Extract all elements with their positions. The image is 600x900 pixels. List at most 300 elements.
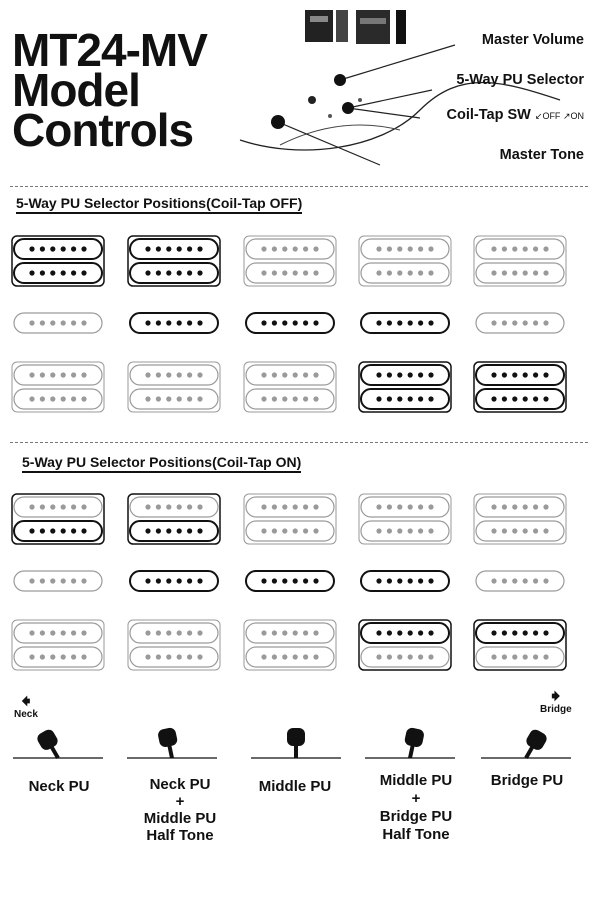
pole-piece xyxy=(272,654,277,659)
pole-piece xyxy=(376,270,381,275)
switch-tip xyxy=(157,727,178,748)
middle-single-coil-pos1 xyxy=(14,313,102,333)
pole-piece xyxy=(50,654,55,659)
pole-piece xyxy=(408,504,413,509)
arrow-right-icon: 🠺 xyxy=(551,686,561,706)
bridge-humbucker-pos1-coil-bottom-outline xyxy=(14,647,102,667)
neck-humbucker-pos2-coil-bottom xyxy=(130,521,218,541)
pole-piece xyxy=(156,528,161,533)
neck-humbucker-pos1 xyxy=(12,494,104,544)
neck-humbucker-pos4-coil-top xyxy=(361,239,449,259)
bridge-humbucker-pos5-coil-top xyxy=(476,365,564,385)
direction-neck-label: Neck xyxy=(14,709,38,720)
neck-humbucker-pos5-coil-top xyxy=(476,239,564,259)
pole-piece xyxy=(512,246,517,251)
pole-piece xyxy=(303,270,308,275)
middle-single-coil-pos2-outline xyxy=(130,571,218,591)
pole-piece xyxy=(166,654,171,659)
pole-piece xyxy=(187,504,192,509)
pole-piece xyxy=(512,578,517,583)
pole-piece xyxy=(61,578,66,583)
pole-piece xyxy=(387,320,392,325)
middle-single-coil-pos2 xyxy=(130,571,218,591)
neck-humbucker-pos4-coil-top xyxy=(361,497,449,517)
pole-piece xyxy=(387,246,392,251)
neck-humbucker-pos4 xyxy=(359,494,451,544)
pole-piece xyxy=(282,246,287,251)
pole-piece xyxy=(50,630,55,635)
bridge-humbucker-pos3-coil-bottom xyxy=(246,647,334,667)
bridge-humbucker-pos4-coil-bottom-outline xyxy=(361,389,449,409)
pole-piece xyxy=(523,630,528,635)
pole-piece xyxy=(166,504,171,509)
pole-piece xyxy=(40,578,45,583)
pole-piece xyxy=(512,320,517,325)
switch-lever xyxy=(287,728,305,758)
pole-piece xyxy=(156,654,161,659)
bridge-humbucker-pos1-coil-top-outline xyxy=(14,365,102,385)
pole-piece xyxy=(397,578,402,583)
switch-lever xyxy=(401,727,425,760)
neck-humbucker-pos2-coil-top xyxy=(130,239,218,259)
coil-tap-label: Coil-Tap SW xyxy=(446,107,531,123)
pole-piece xyxy=(81,528,86,533)
pole-piece xyxy=(387,654,392,659)
pole-piece xyxy=(428,396,433,401)
pole-piece xyxy=(40,630,45,635)
pole-piece xyxy=(282,504,287,509)
pole-piece xyxy=(523,246,528,251)
pole-piece xyxy=(71,630,76,635)
bridge-humbucker-pos1-coil-top xyxy=(14,623,102,643)
selector-switch-pos3 xyxy=(251,728,341,758)
neck-humbucker-pos2-coil-bottom-outline xyxy=(130,263,218,283)
neck-humbucker-pos4-coil-top-outline xyxy=(361,497,449,517)
pole-piece xyxy=(197,246,202,251)
pu-selector-knob xyxy=(342,102,354,114)
neck-humbucker-pos2-coil-top xyxy=(130,497,218,517)
pole-piece xyxy=(197,654,202,659)
pole-piece xyxy=(29,270,34,275)
pole-piece xyxy=(523,320,528,325)
pole-piece xyxy=(61,528,66,533)
pole-piece xyxy=(29,630,34,635)
pole-piece xyxy=(166,372,171,377)
pole-piece xyxy=(81,630,86,635)
pole-piece xyxy=(40,654,45,659)
bridge-humbucker-pos3-coil-bottom-outline xyxy=(246,647,334,667)
coil-tap-label-row xyxy=(447,107,584,123)
pole-piece xyxy=(502,654,507,659)
pole-piece xyxy=(543,396,548,401)
pickup-grid-coil-tap-on xyxy=(0,488,600,688)
pole-piece xyxy=(145,372,150,377)
pole-piece xyxy=(397,396,402,401)
pole-piece xyxy=(397,320,402,325)
pole-piece xyxy=(166,578,171,583)
middle-single-coil-pos4-outline xyxy=(361,313,449,333)
neck-humbucker-pos5-coil-top-outline xyxy=(476,497,564,517)
pole-piece xyxy=(261,396,266,401)
pole-piece xyxy=(293,396,298,401)
pole-piece xyxy=(40,372,45,377)
switch-up-icon: ↗ xyxy=(562,111,571,121)
pole-piece xyxy=(313,654,318,659)
bridge-humbucker-pos4 xyxy=(359,362,451,412)
pole-piece xyxy=(81,372,86,377)
pole-piece xyxy=(187,320,192,325)
pole-piece xyxy=(71,528,76,533)
pole-piece xyxy=(303,528,308,533)
bridge-humbucker-pos4-coil-top-outline xyxy=(361,365,449,385)
neck-humbucker-pos1-coil-bottom xyxy=(14,521,102,541)
arrow-left-icon: 🠸 xyxy=(21,691,31,711)
neck-humbucker-pos1-coil-top-outline xyxy=(14,497,102,517)
neck-humbucker-pos4-coil-bottom xyxy=(361,521,449,541)
pole-piece xyxy=(533,654,538,659)
pole-piece xyxy=(491,270,496,275)
pole-piece xyxy=(523,372,528,377)
position-label-2 xyxy=(115,776,245,844)
middle-single-coil-pos3-outline xyxy=(246,571,334,591)
neck-humbucker-pos3-coil-top-outline xyxy=(246,497,334,517)
bridge-humbucker-pos5-coil-top xyxy=(476,623,564,643)
middle-single-coil-pos4 xyxy=(361,571,449,591)
pole-piece xyxy=(81,270,86,275)
pole-piece xyxy=(29,504,34,509)
position-label-5-text: Bridge PU xyxy=(490,772,564,789)
pole-piece xyxy=(71,246,76,251)
pole-piece xyxy=(197,528,202,533)
pole-piece xyxy=(428,578,433,583)
direction-bridge-label: Bridge xyxy=(540,704,572,715)
pole-piece xyxy=(313,320,318,325)
pole-piece xyxy=(376,654,381,659)
pole-piece xyxy=(502,528,507,533)
bridge-humbucker-pos3-coil-top xyxy=(246,365,334,385)
bridge-humbucker-pos4-coil-top xyxy=(361,365,449,385)
position-label-2-text: Neck PU + Middle PU Half Tone xyxy=(143,776,217,844)
pole-piece xyxy=(145,320,150,325)
bridge-humbucker-pos2-coil-bottom-outline xyxy=(130,389,218,409)
pole-piece xyxy=(71,320,76,325)
pole-piece xyxy=(81,654,86,659)
switch-lever xyxy=(157,727,181,760)
pole-piece xyxy=(418,396,423,401)
bridge-humbucker-pos1-coil-top-outline xyxy=(14,623,102,643)
pole-piece xyxy=(177,528,182,533)
pole-piece xyxy=(197,504,202,509)
pole-piece xyxy=(29,396,34,401)
bridge-humbucker-pos1-coil-top xyxy=(14,365,102,385)
pickup-grid-coil-tap-off xyxy=(0,230,600,430)
switch-lever xyxy=(518,728,549,763)
pole-piece xyxy=(177,270,182,275)
pole-piece xyxy=(512,504,517,509)
bridge-humbucker-pos3 xyxy=(244,620,336,670)
pole-piece xyxy=(387,504,392,509)
middle-single-coil-pos2-outline xyxy=(130,313,218,333)
bridge-humbucker-pos4-coil-bottom xyxy=(361,389,449,409)
bridge-humbucker-pos5 xyxy=(474,362,566,412)
pole-piece xyxy=(303,578,308,583)
neck-humbucker-pos5 xyxy=(474,494,566,544)
pole-piece xyxy=(418,578,423,583)
pole-piece xyxy=(428,320,433,325)
neck-humbucker-pos1-coil-top xyxy=(14,239,102,259)
pole-piece xyxy=(313,504,318,509)
neck-humbucker-pos5-coil-bottom xyxy=(476,263,564,283)
title-line-2: Model xyxy=(12,64,140,116)
pole-piece xyxy=(272,630,277,635)
pole-piece xyxy=(282,654,287,659)
pole-piece xyxy=(408,320,413,325)
pole-piece xyxy=(428,504,433,509)
coil-tap-off-label: OFF xyxy=(542,111,561,121)
pole-piece xyxy=(523,528,528,533)
pole-piece xyxy=(533,320,538,325)
middle-single-coil-pos1-outline xyxy=(14,571,102,591)
pole-piece xyxy=(187,630,192,635)
pole-piece xyxy=(397,270,402,275)
pole-piece xyxy=(282,630,287,635)
pole-piece xyxy=(261,320,266,325)
pole-piece xyxy=(313,630,318,635)
pole-piece xyxy=(543,654,548,659)
pole-piece xyxy=(166,528,171,533)
pole-piece xyxy=(387,630,392,635)
pole-piece xyxy=(293,270,298,275)
pole-piece xyxy=(156,270,161,275)
pole-piece xyxy=(293,504,298,509)
pole-piece xyxy=(177,372,182,377)
master-tone-knob xyxy=(271,115,285,129)
middle-single-coil-pos3 xyxy=(246,313,334,333)
pole-piece xyxy=(387,578,392,583)
pole-piece xyxy=(543,372,548,377)
bridge-humbucker-pos2 xyxy=(128,362,220,412)
neck-humbucker-pos1 xyxy=(12,236,104,286)
pole-piece xyxy=(512,270,517,275)
bridge-humbucker-pos5-coil-top-outline xyxy=(476,365,564,385)
pole-piece xyxy=(197,320,202,325)
bridge-humbucker-pos4-coil-bottom-outline xyxy=(361,647,449,667)
pole-piece xyxy=(303,504,308,509)
bridge-humbucker-pos1-coil-bottom xyxy=(14,647,102,667)
neck-humbucker-pos2 xyxy=(128,236,220,286)
pole-piece xyxy=(313,246,318,251)
pole-piece xyxy=(156,396,161,401)
pole-piece xyxy=(187,396,192,401)
pole-piece xyxy=(491,246,496,251)
pole-piece xyxy=(50,372,55,377)
neck-humbucker-pos3-coil-top xyxy=(246,497,334,517)
pole-piece xyxy=(261,504,266,509)
pole-piece xyxy=(303,654,308,659)
pole-piece xyxy=(187,654,192,659)
pole-piece xyxy=(145,270,150,275)
pole-piece xyxy=(145,246,150,251)
pole-piece xyxy=(197,372,202,377)
pole-piece xyxy=(533,504,538,509)
neck-humbucker-pos1-coil-bottom-outline xyxy=(14,263,102,283)
neck-humbucker-pos3-coil-bottom xyxy=(246,521,334,541)
pole-piece xyxy=(376,396,381,401)
pole-piece xyxy=(272,246,277,251)
pole-piece xyxy=(418,654,423,659)
bridge-humbucker-pos2-coil-bottom xyxy=(130,389,218,409)
pole-piece xyxy=(40,270,45,275)
pole-piece xyxy=(61,504,66,509)
pole-piece xyxy=(543,320,548,325)
pole-piece xyxy=(418,372,423,377)
pole-piece xyxy=(313,372,318,377)
pole-piece xyxy=(303,630,308,635)
section-divider xyxy=(10,442,588,443)
middle-single-coil-pos3 xyxy=(246,571,334,591)
pole-piece xyxy=(303,246,308,251)
bridge-humbucker-pos2-coil-top-outline xyxy=(130,365,218,385)
switch-down-icon: ↙ xyxy=(534,111,543,121)
pole-piece xyxy=(50,270,55,275)
pole-piece xyxy=(187,372,192,377)
neck-humbucker-pos1-coil-top xyxy=(14,497,102,517)
pole-piece xyxy=(543,528,548,533)
neck-humbucker-pos4 xyxy=(359,236,451,286)
pole-piece xyxy=(387,270,392,275)
pole-piece xyxy=(40,528,45,533)
pole-piece xyxy=(261,270,266,275)
bridge-humbucker-pos3-coil-bottom-outline xyxy=(246,389,334,409)
pole-piece xyxy=(376,504,381,509)
pole-piece xyxy=(428,372,433,377)
neck-humbucker-pos5-coil-bottom-outline xyxy=(476,263,564,283)
pole-piece xyxy=(293,654,298,659)
bridge-humbucker-pos3-coil-top xyxy=(246,623,334,643)
pole-piece xyxy=(502,504,507,509)
position-label-1 xyxy=(0,776,124,798)
middle-single-coil-pos1 xyxy=(14,571,102,591)
pole-piece xyxy=(543,270,548,275)
pole-piece xyxy=(272,372,277,377)
pole-piece xyxy=(523,578,528,583)
neck-humbucker-pos2-coil-top-outline xyxy=(130,239,218,259)
pole-piece xyxy=(502,630,507,635)
bridge-humbucker-pos2-coil-bottom-outline xyxy=(130,647,218,667)
pole-piece xyxy=(543,504,548,509)
pole-piece xyxy=(145,654,150,659)
pole-piece xyxy=(523,504,528,509)
pole-piece xyxy=(502,372,507,377)
pole-piece xyxy=(71,504,76,509)
pole-piece xyxy=(418,504,423,509)
pole-piece xyxy=(293,630,298,635)
pole-piece xyxy=(272,270,277,275)
middle-single-coil-pos4 xyxy=(361,313,449,333)
pole-piece xyxy=(29,654,34,659)
coil-tap-switch xyxy=(308,96,316,104)
pole-piece xyxy=(543,246,548,251)
bridge-humbucker-pos2-coil-bottom xyxy=(130,647,218,667)
neck-humbucker-pos2-coil-top-outline xyxy=(130,497,218,517)
middle-single-coil-pos3-outline xyxy=(246,313,334,333)
middle-single-coil-pos5-outline xyxy=(476,571,564,591)
pole-piece xyxy=(177,578,182,583)
pole-piece xyxy=(272,528,277,533)
pole-piece xyxy=(29,528,34,533)
pole-piece xyxy=(491,396,496,401)
pole-piece xyxy=(397,630,402,635)
pole-piece xyxy=(145,504,150,509)
pole-piece xyxy=(197,270,202,275)
pole-piece xyxy=(408,630,413,635)
switch-tip xyxy=(404,727,425,748)
pole-piece xyxy=(491,320,496,325)
pole-piece xyxy=(533,578,538,583)
bridge-humbucker-pos3 xyxy=(244,362,336,412)
middle-single-coil-pos1-outline xyxy=(14,313,102,333)
pole-piece xyxy=(261,246,266,251)
pole-piece xyxy=(145,578,150,583)
pole-piece xyxy=(543,578,548,583)
pole-piece xyxy=(282,320,287,325)
pole-piece xyxy=(512,372,517,377)
pole-piece xyxy=(50,528,55,533)
pole-piece xyxy=(261,578,266,583)
bridge-humbucker-pos4-coil-top-outline xyxy=(361,623,449,643)
pole-piece xyxy=(261,528,266,533)
pole-piece xyxy=(397,504,402,509)
pole-piece xyxy=(523,396,528,401)
pole-piece xyxy=(408,528,413,533)
pole-piece xyxy=(61,320,66,325)
pole-piece xyxy=(313,270,318,275)
pole-piece xyxy=(61,630,66,635)
pole-piece xyxy=(313,528,318,533)
bridge-humbucker-pos5-coil-top-outline xyxy=(476,623,564,643)
pole-piece xyxy=(50,578,55,583)
neck-humbucker-pos3-coil-bottom xyxy=(246,263,334,283)
coil-tap-on-label: ON xyxy=(570,111,584,121)
pole-piece xyxy=(166,270,171,275)
pole-piece xyxy=(197,578,202,583)
pole-piece xyxy=(81,396,86,401)
pole-piece xyxy=(418,246,423,251)
pole-piece xyxy=(61,396,66,401)
pole-piece xyxy=(397,654,402,659)
pole-piece xyxy=(313,396,318,401)
pole-piece xyxy=(491,630,496,635)
selector-switch-pos2 xyxy=(127,727,217,760)
bridge-humbucker-pos3-coil-top-outline xyxy=(246,623,334,643)
pole-piece xyxy=(512,396,517,401)
bridge-humbucker-pos5-coil-bottom-outline xyxy=(476,647,564,667)
pole-piece xyxy=(71,578,76,583)
pole-piece xyxy=(387,372,392,377)
switch-tip xyxy=(524,728,549,753)
pole-piece xyxy=(197,630,202,635)
neck-humbucker-pos2-coil-bottom-outline xyxy=(130,521,218,541)
pole-piece xyxy=(428,270,433,275)
position-label-4-text: Middle PU + Bridge PU Half Tone xyxy=(379,772,453,843)
pole-piece xyxy=(387,396,392,401)
pole-piece xyxy=(282,528,287,533)
pole-piece xyxy=(71,372,76,377)
pole-piece xyxy=(156,578,161,583)
pole-piece xyxy=(502,246,507,251)
neck-humbucker-pos4-coil-bottom-outline xyxy=(361,263,449,283)
direction-bridge xyxy=(540,688,572,715)
